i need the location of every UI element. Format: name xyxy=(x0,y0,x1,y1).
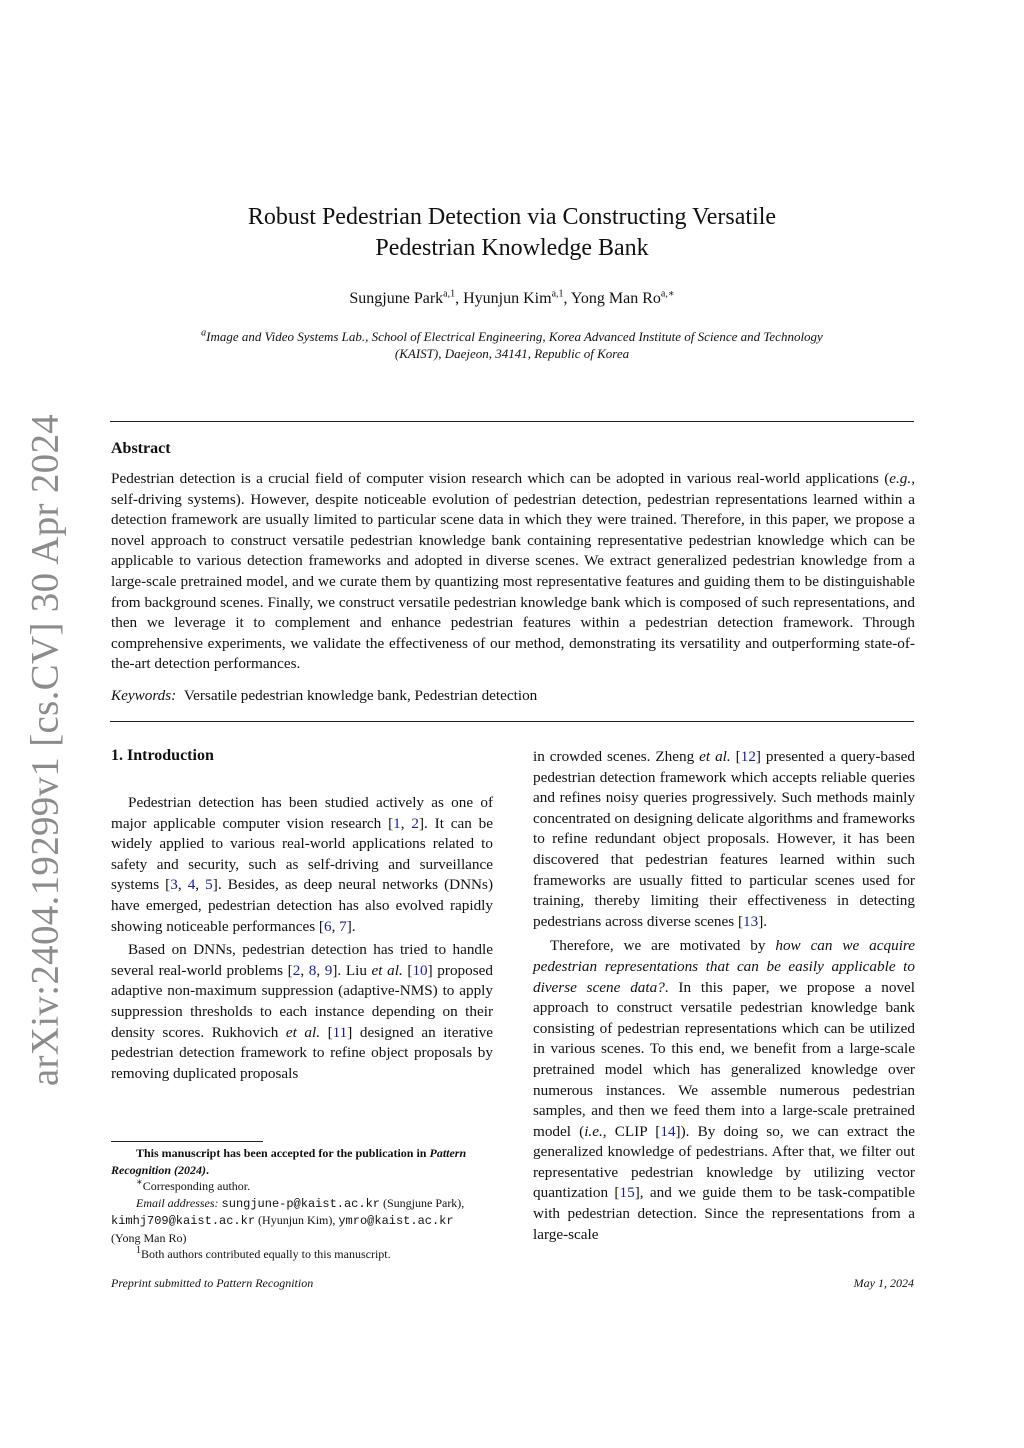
right-column xyxy=(533,747,915,1245)
footnote-emails-cont: (Yong Man Ro) xyxy=(111,1230,187,1245)
email-link[interactable]: ymro@kaist.ac.kr xyxy=(338,1214,454,1228)
author-name: Yong Man Ro xyxy=(570,290,661,307)
footnote-accepted: This manuscript has been accepted for the publication in Pattern Recognition (2024). xyxy=(111,1146,467,1177)
citation-link[interactable]: 13 xyxy=(743,912,759,930)
arxiv-stamp: arXiv:2404.19299v1 [cs.CV] 30 Apr 2024 xyxy=(23,413,67,1087)
citation-link[interactable]: 12 xyxy=(740,748,756,765)
citation-link[interactable]: 8 xyxy=(308,961,317,979)
citation-link[interactable]: 1 xyxy=(393,814,401,832)
author-affil-mark: a,1 xyxy=(443,288,456,300)
keywords xyxy=(111,687,537,705)
keywords-label: Keywords: xyxy=(111,687,177,704)
author-list: Sungjune Park$^{a,1}$, Hyunjun Kim$^{a,1}$, Yong Man $Ro^{a,∗}$ xyxy=(349,288,675,307)
divider-top xyxy=(110,421,914,422)
paragraph: in crowded scenes. Zheng et al. [12] presented a query-based pedestrian detection framework which accepts reliable queries and refines noisy queries progressively. Such methods mainly concentrated on designing delicate algorithms and frameworks to refine redundant object proposals. However, it has been discovered that pedestrian features learned within such frameworks are usually fitted to particular scenes used for training, thereby limiting their effectiveness in detecting pedestrians across diverse scenes [13]. xyxy=(533,748,915,930)
author-name: Sungjune Park xyxy=(349,290,444,307)
paragraph: Based on DNNs, pedestrian detection has tried to handle several real-world problems [2, 8, 9]. Liu et al. [10] proposed adaptive non-maximum suppression (adaptive-NMS) to apply suppression thresholds to each instance depending on their density scores. Rukhovich et al. [11] designed an iterative pedestrian detection framework to refine object proposals by removing duplicated proposals xyxy=(111,941,494,1082)
email-link[interactable]: sungjune-p@kaist.ac.kr xyxy=(221,1196,380,1211)
citation-link[interactable]: 10 xyxy=(412,961,428,979)
footer-preprint: Preprint submitted to Pattern Recognition xyxy=(111,1276,314,1290)
email-link[interactable]: kimhj709@kaist.ac.kr xyxy=(111,1214,256,1228)
abstract-text-part: Pedestrian detection is a crucial field of computer vision research which can be adopted in various real-world applications ( xyxy=(111,470,890,487)
citation-link[interactable]: 2 xyxy=(411,814,419,832)
citation-link[interactable]: 11 xyxy=(332,1023,348,1041)
affiliation-line-1: Image and Video Systems Lab., School of Electrical Engineering, Korea Advanced Institute of Science and Technology xyxy=(206,329,823,344)
paper-title xyxy=(0,202,1024,264)
footnote-corresponding: ∗Corresponding author. xyxy=(136,1177,251,1193)
citation-link[interactable]: 2 xyxy=(292,961,301,979)
divider-bottom xyxy=(110,721,914,722)
title-line-1: Robust Pedestrian Detection via Constructing Versatile xyxy=(247,204,777,230)
footnote-rule xyxy=(111,1141,263,1142)
abstract-heading: Abstract xyxy=(111,440,171,457)
citation-link[interactable]: 9 xyxy=(324,961,333,979)
section-heading-introduction: 1. Introduction xyxy=(111,747,214,764)
title-line-2: Pedestrian Knowledge Bank xyxy=(375,235,649,261)
citation-link[interactable]: 6 xyxy=(323,917,332,935)
affiliation xyxy=(150,328,874,362)
footer-date: May 1, 2024 xyxy=(853,1276,914,1290)
paragraph: Pedestrian detection has been studied actively as one of major applicable computer vision research [1, 2]. It can be widely applied to various real-world applications related to safety and security, such as self-driving and surveillance systems [3, 4, 5]. Besides, as deep neural networks (DNNs) have emerged, pedestrian detection has also evolved rapidly showing noticeable performances [6, 7]. xyxy=(111,794,493,935)
abstract-text-part: self-driving systems). However, despite noticeable evolution of pedestrian detection, pedestrian representations learned within a detection framework are usually limited to particular scene data in which they were trained. Therefore, in this paper, we propose a novel approach to construct versatile pedestrian knowledge bank containing representative pedestrian knowledge which can be applicable to various detection frameworks and adopted in diverse scenes. We extract generalized pedestrian knowledge from a large-scale pretrained model, and we curate them by quantizing most representative features and guiding them to be distinguishable from background scenes. Finally, we construct versatile pedestrian knowledge bank which is composed of such representations, and then we leverage it to complement and enhance pedestrian features within a pedestrian detection framework. Through comprehensive experiments, we validate the effectiveness of our method, demonstrating its versatility and outperforming state-of-the-art detection performances. xyxy=(111,490,915,673)
author-name: Hyunjun Kim xyxy=(463,290,552,307)
citation-link[interactable]: 5 xyxy=(205,876,213,894)
abstract-eg: e.g., xyxy=(889,470,915,487)
footnote-emails-cont: kimhj709@kaist.ac.kr (Hyunjun Kim), ymro@kaist.ac.kr xyxy=(111,1213,454,1228)
citation-link[interactable]: 7 xyxy=(339,917,347,935)
keywords-value: Versatile pedestrian knowledge bank, Pedestrian detection xyxy=(183,687,538,704)
citation-link[interactable]: 3 xyxy=(170,876,178,894)
affiliation-line-2: (KAIST), Daejeon, 34141, Republic of Korea xyxy=(394,346,630,361)
citation-link[interactable]: 15 xyxy=(619,1184,635,1202)
footnotes xyxy=(111,1145,493,1263)
footnote-equal: $^1$Both authors contributed equally to this manuscript. xyxy=(136,1245,391,1261)
left-column xyxy=(111,793,493,1084)
paragraph: Therefore, we are motivated by how can we acquire pedestrian representations that can be easily applicable to diverse scene data?. In this paper, we propose a novel approach to construct versatile pedestrian knowledge bank consisting of pedestrian representations which can be utilized in various scenes. To this end, we benefit from a large-scale pretrained model which has generalized knowledge over numerous instances. We assemble numerous pedestrian samples, and then we feed them into a large-scale pretrained model (i.e., CLIP [14]). By doing so, we can extract the generalized knowledge of pedestrians. After that, we filter out representative pedestrian knowledge by utilizing vector quantization [15], and we guide them to be task-compatible with pedestrian detection. Since the representations from a large-scale xyxy=(533,937,915,1243)
citation-link[interactable]: 4 xyxy=(187,876,196,894)
affiliation-marker: a xyxy=(201,327,207,339)
abstract-text xyxy=(111,469,915,675)
author-affil-mark: a,∗ xyxy=(660,288,675,300)
footnote-emails: Email addresses: sungjune-p@kaist.ac.kr (Sungjune Park), xyxy=(136,1195,465,1211)
author-affil-mark: a,1 xyxy=(551,288,564,300)
citation-link[interactable]: 14 xyxy=(660,1122,676,1140)
